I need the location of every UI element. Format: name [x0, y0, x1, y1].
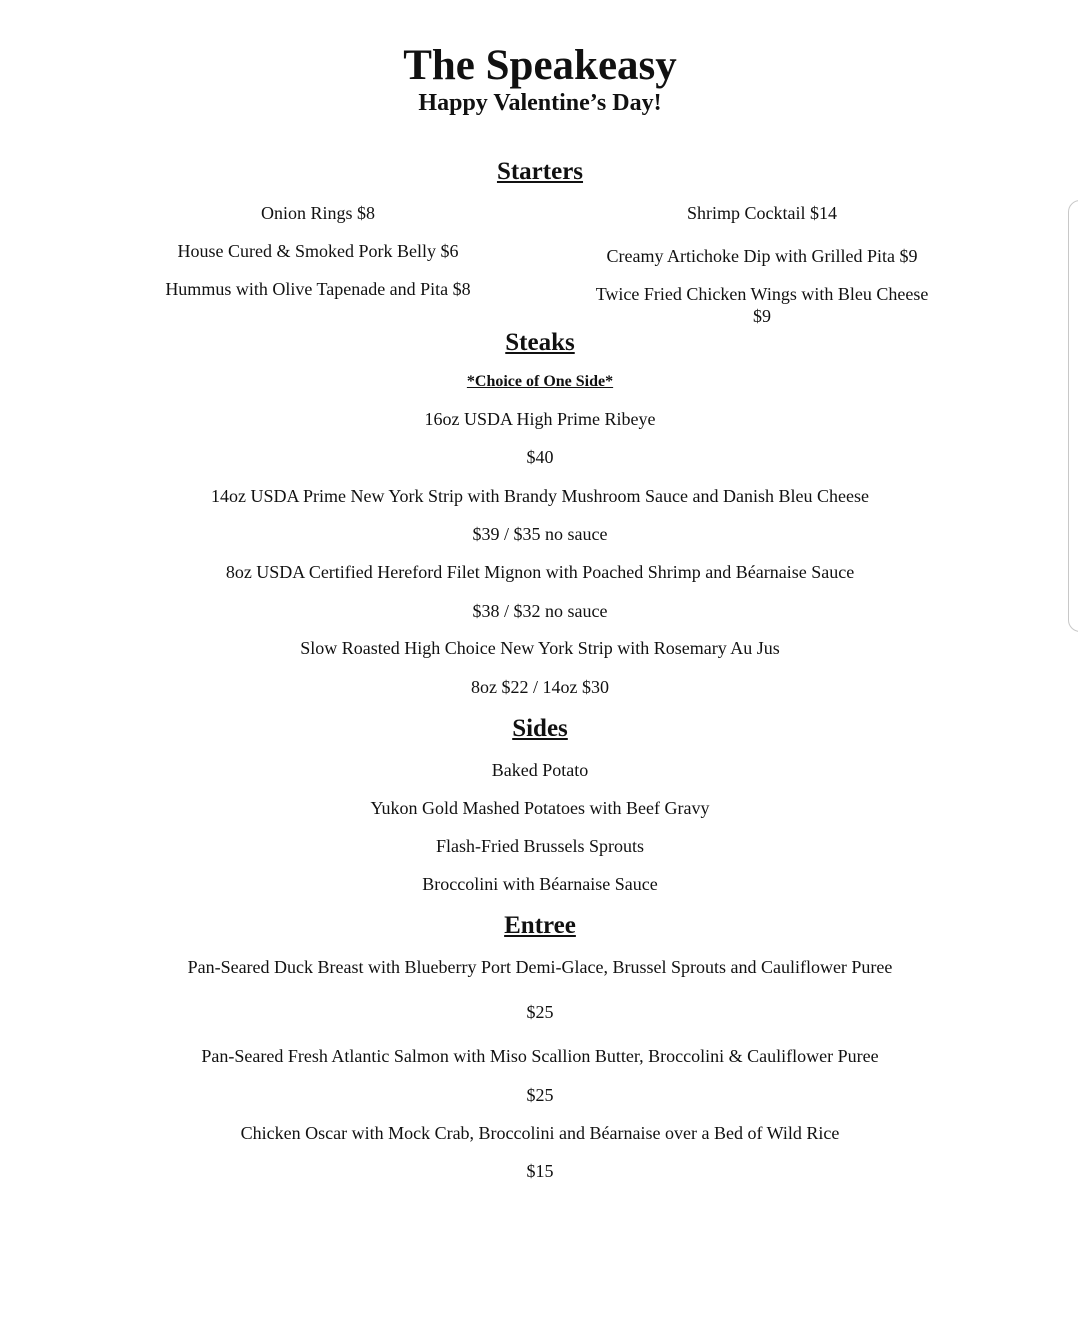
starter-item: Creamy Artichoke Dip with Grilled Pita $9	[606, 246, 918, 266]
sides-heading: Sides	[512, 715, 568, 742]
starter-item: Shrimp Cocktail $14	[687, 203, 837, 223]
entree-item: Pan-Seared Fresh Atlantic Salmon with Miso Scallion Butter, Broccolini & Cauliflower Puree	[201, 1046, 879, 1066]
side-item: Baked Potato	[491, 760, 589, 780]
restaurant-title: The Speakeasy	[403, 42, 677, 89]
starter-item: House Cured & Smoked Pork Belly $6	[177, 241, 459, 261]
starter-item: Twice Fried Chicken Wings with Bleu Cheese	[595, 284, 929, 304]
steak-item: 8oz USDA Certified Hereford Filet Mignon with Poached Shrimp and Béarnaise Sauce	[225, 562, 855, 582]
entree-price: $25	[526, 1002, 554, 1022]
starter-item: Hummus with Olive Tapenade and Pita $8	[165, 279, 471, 299]
starter-price: $9	[753, 306, 771, 326]
side-item: Yukon Gold Mashed Potatoes with Beef Gravy	[370, 798, 710, 818]
steak-item: 14oz USDA Prime New York Strip with Brandy Mushroom Sauce and Danish Bleu Cheese	[211, 486, 869, 506]
side-item: Broccolini with Béarnaise Sauce	[422, 874, 658, 894]
steak-price: $38 / $32 no sauce	[472, 601, 608, 621]
entree-heading: Entree	[504, 912, 576, 939]
steak-item: Slow Roasted High Choice New York Strip with Rosemary Au Jus	[300, 638, 780, 658]
menu-subtitle: Happy Valentine’s Day!	[418, 90, 662, 116]
starter-item: Onion Rings $8	[260, 203, 375, 223]
scrollbar-edge[interactable]	[1068, 200, 1078, 632]
entree-item: Chicken Oscar with Mock Crab, Broccolini and Béarnaise over a Bed of Wild Rice	[240, 1123, 840, 1143]
steaks-heading: Steaks	[505, 329, 575, 356]
steak-item: 16oz USDA High Prime Ribeye	[424, 409, 656, 429]
side-item: Flash-Fried Brussels Sprouts	[435, 836, 644, 856]
entree-price: $15	[526, 1161, 554, 1181]
steak-price: $39 / $35 no sauce	[472, 524, 608, 544]
steaks-side-note: *Choice of One Side*	[466, 373, 614, 390]
entree-price: $25	[526, 1085, 554, 1105]
entree-item: Pan-Seared Duck Breast with Blueberry Port Demi-Glace, Brussel Sprouts and Cauliflower Puree	[187, 957, 893, 977]
starters-heading: Starters	[496, 158, 584, 185]
steak-price: 8oz $22 / 14oz $30	[471, 677, 609, 697]
steak-price: $40	[526, 447, 554, 467]
